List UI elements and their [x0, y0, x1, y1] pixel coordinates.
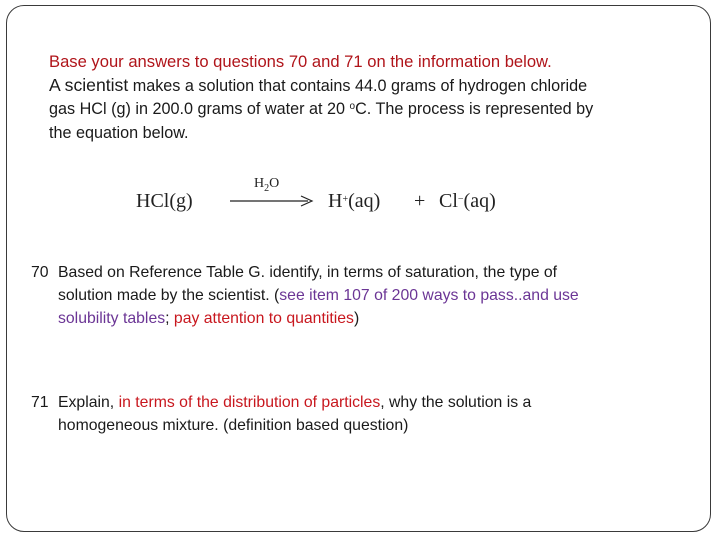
equation-plus: +: [414, 190, 426, 212]
intro-line-2-rest: makes a solution that contains 44.0 grams of hydrogen chloride: [128, 76, 588, 95]
question-71: [31, 391, 671, 437]
intro-paragraph: [49, 50, 689, 145]
arrow-label-sub: 2: [264, 182, 270, 194]
degree-sign: o: [349, 101, 356, 112]
question-71-line-2: homogeneous mixture. (definition based question): [58, 417, 409, 434]
question-71-line-1: [31, 391, 671, 414]
question-71-text-1: Explain,: [58, 394, 119, 411]
question-71-emphasis: in terms of the distribution of particles: [118, 394, 381, 411]
question-70-line-1: [31, 261, 671, 284]
question-70: [31, 261, 671, 330]
product-1-symbol: H: [328, 190, 343, 212]
product-1-state: (aq): [348, 190, 381, 212]
equation-reactant: HCl(g): [136, 190, 193, 212]
product-2-state: (aq): [463, 190, 496, 212]
product-1-charge: +: [342, 194, 349, 205]
intro-line-3: [49, 98, 689, 122]
question-70-hint-2: solubility tables: [58, 310, 166, 327]
right-arrow-icon: [228, 176, 316, 212]
question-70-line-3: [31, 307, 671, 330]
reaction-arrow: [228, 176, 316, 212]
intro-line-3-start: gas HCl (g) in 200.0 grams of water at 20: [49, 100, 350, 118]
arrow-label-o: O: [269, 176, 280, 191]
intro-line-2-start: A scientist: [49, 74, 129, 95]
question-70-close-paren: ): [353, 310, 360, 327]
intro-line-4: the equation below.: [49, 123, 189, 142]
question-70-hint-1: see item 107 of 200 ways to pass..and use: [279, 287, 579, 304]
question-70-line-2: [31, 284, 671, 307]
question-70-text-1: Based on Reference Table G. identify, in terms of saturation, the type of: [58, 264, 558, 281]
question-70-separator: ;: [165, 310, 174, 327]
question-70-emphasis: pay attention to quantities: [173, 310, 354, 327]
equation-product-1: [328, 190, 380, 213]
question-71-number: 71: [31, 394, 49, 411]
intro-heading: Base your answers to questions 70 and 71 on the information below.: [49, 52, 552, 71]
question-70-number: 70: [31, 264, 49, 281]
arrow-label-h: H: [254, 176, 265, 191]
intro-line-2: [49, 74, 689, 99]
chemical-equation: [136, 176, 536, 220]
question-70-text-2: solution made by the scientist. (: [58, 287, 280, 304]
product-2-charge: −: [457, 194, 464, 205]
question-71-text-2: , why the solution is a: [380, 394, 532, 411]
intro-line-3-end: C. The process is represented by: [355, 100, 594, 118]
equation-product-2: [439, 190, 496, 213]
product-2-symbol: Cl: [439, 190, 458, 212]
